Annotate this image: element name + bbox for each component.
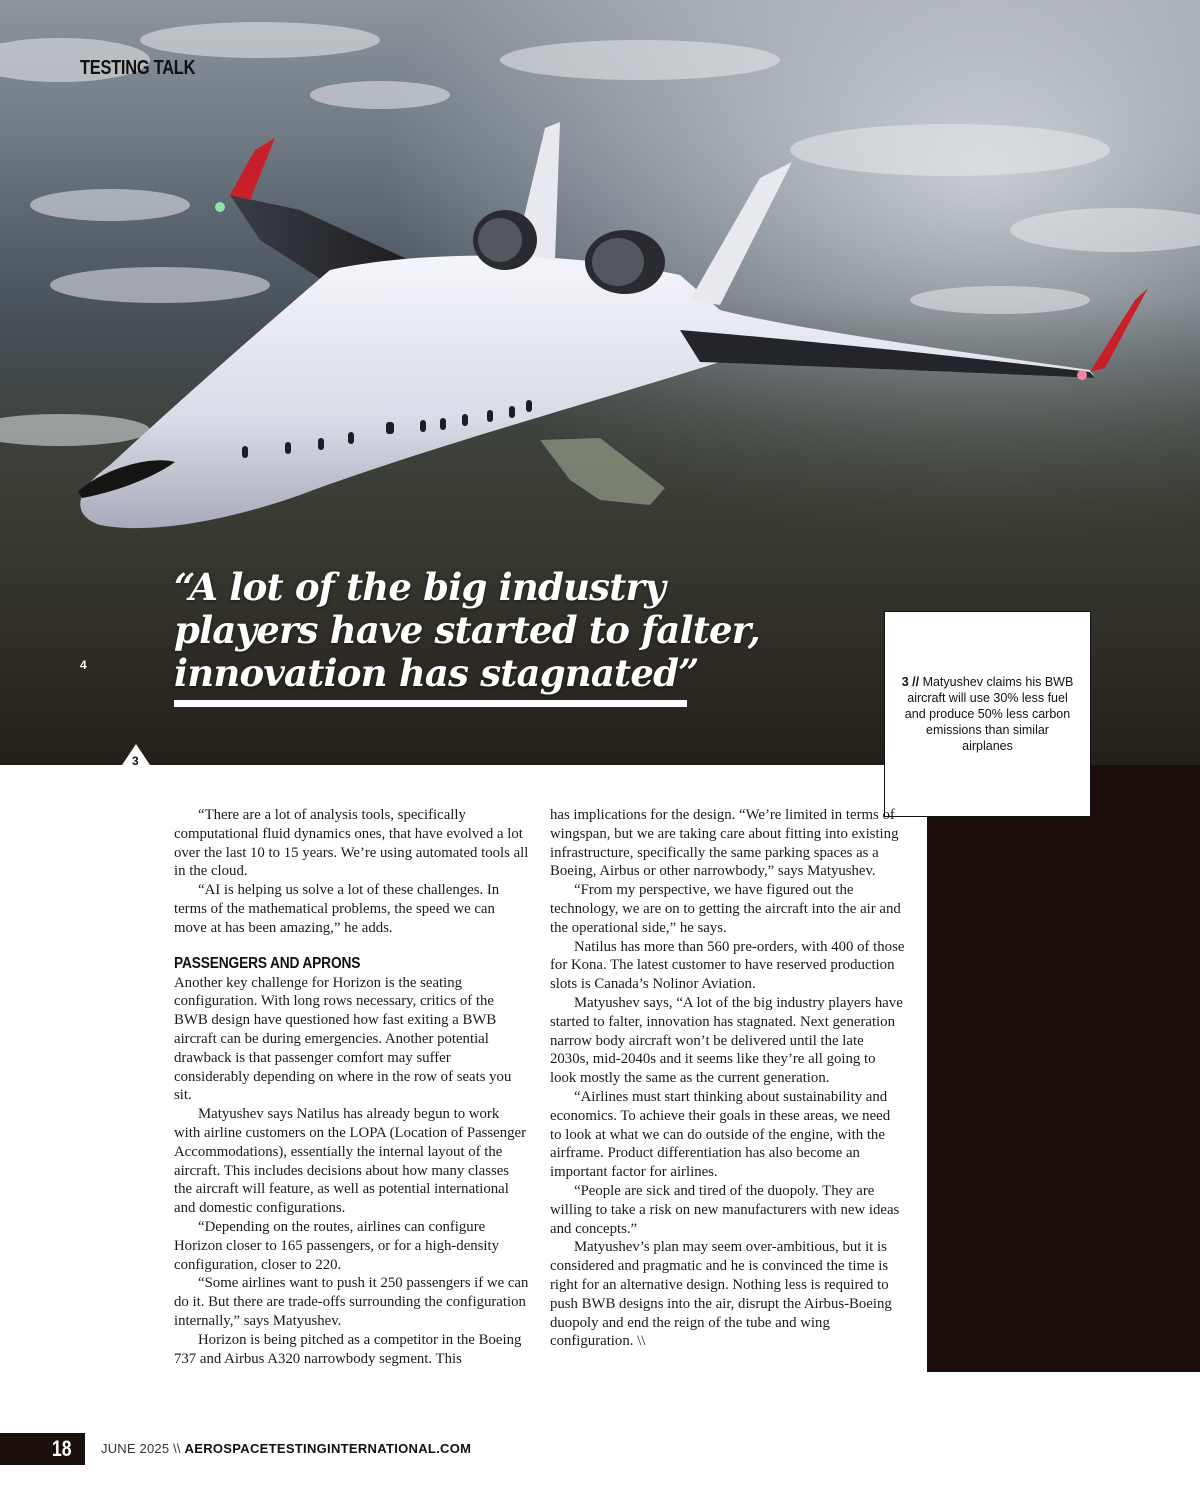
subheading: PASSENGERS AND APRONS — [174, 954, 361, 972]
paragraph: “From my perspective, we have figured out the technology, we are on to getting the aircraft into the air and the operational side,” he says. — [550, 882, 901, 936]
pull-quote: “A lot of the big industry players have started to falter, innovation has stagnated” — [174, 565, 760, 695]
caption-text: Matyushev claims his BWB aircraft will use 30% less fuel and produce 50% less carbon emissions than similar airplanes — [904, 675, 1074, 753]
article-column-left — [174, 806, 529, 1368]
section-label: TESTING TALK — [80, 57, 196, 79]
paragraph: Horizon is being pitched as a competitor in the Boeing 737 and Airbus A320 narrowbody segment. This — [174, 1331, 522, 1367]
pull-quote-underline — [174, 700, 687, 707]
paragraph: “Some airlines want to push it 250 passengers if we can do it. But there are trade-offs surrounding the configuration internally,” says Matyushev. — [174, 1275, 529, 1329]
paragraph: “There are a lot of analysis tools, specifically computational fluid dynamics ones, that have evolved a lot over the last 10 to 15 years. We’re using automated tools all in the cloud. — [174, 807, 529, 880]
page-number-bar — [0, 1433, 85, 1465]
paragraph: Matyushev’s plan may seem over-ambitious, but it is considered and pragmatic and he is convinced the time is right for an alternative design. Nothing less is required to push BWB designs into the air, disrupt the Airbus-Boeing duopoly and end the reign of the tube and wing configuration. \\ — [550, 1239, 892, 1350]
paragraph: “People are sick and tired of the duopoly. They are willing to take a risk on new manufacturers with new ideas and concepts.” — [550, 1182, 900, 1237]
image-caption — [899, 674, 1076, 754]
footer-issue: JUNE 2025 \\ — [101, 1441, 185, 1456]
paragraph: “Depending on the routes, airlines can configure Horizon closer to 165 passengers, or for a high-density configuration, closer to 220. — [174, 1218, 500, 1273]
article-column-right — [550, 806, 905, 1351]
page-number: 18 — [52, 1436, 72, 1461]
image-caption-box — [884, 611, 1091, 817]
paragraph: Matyushev says Natilus has already begun to work with airline customers on the LOPA (Location of Passenger Accommodations), essentially the internal layout of the aircraft. This includes decisions about how many classes the aircraft will feature, as well as potential international and domestic configurations. — [174, 1106, 527, 1217]
image-callout-3: 3 — [132, 754, 139, 768]
footer-website: AEROSPACETESTINGINTERNATIONAL.COM — [184, 1441, 472, 1456]
paragraph: “AI is helping us solve a lot of these challenges. In terms of the mathematical problems, the speed we can move at has been amazing,” he adds. — [174, 882, 500, 936]
caption-number: 3 // — [901, 675, 920, 689]
paragraph: has implications for the design. “We’re limited in terms of wingspan, but we are taking care about fitting into existing infrastructure, specifically the same parking spaces as a Boeing, Airbus or other narrowbody,” says Matyushev. — [550, 807, 899, 880]
paragraph: Another key challenge for Horizon is the seating configuration. With long rows necessary, critics of the BWB design have questioned how fast exiting a BWB aircraft can be during emergencies. Another potential drawback is that passenger comfort may suffer considerably depending on where in the row of seats you sit. — [174, 974, 512, 1104]
image-callout-4: 4 — [80, 658, 87, 672]
paragraph: “Airlines must start thinking about sustainability and economics. To achieve their goals in these areas, we need to look at what we can do outside of the engine, with the airframe. Product differentiation has also become an important factor for airlines. — [550, 1088, 891, 1181]
paragraph: Matyushev says, “A lot of the big industry players have started to falter, innovation has stagnated. Next generation narrow body aircraft won’t be delivered until the late 2030s, mid-2040s and it seems like they’re all going to look mostly the same as the current generation. — [550, 994, 903, 1087]
dark-sidebar-panel — [927, 765, 1200, 1372]
footer-line — [101, 1441, 471, 1456]
paragraph: Natilus has more than 560 pre-orders, with 400 of those for Kona. The latest customer to have reserved production slots is Canada’s Nolinor Aviation. — [550, 938, 905, 993]
